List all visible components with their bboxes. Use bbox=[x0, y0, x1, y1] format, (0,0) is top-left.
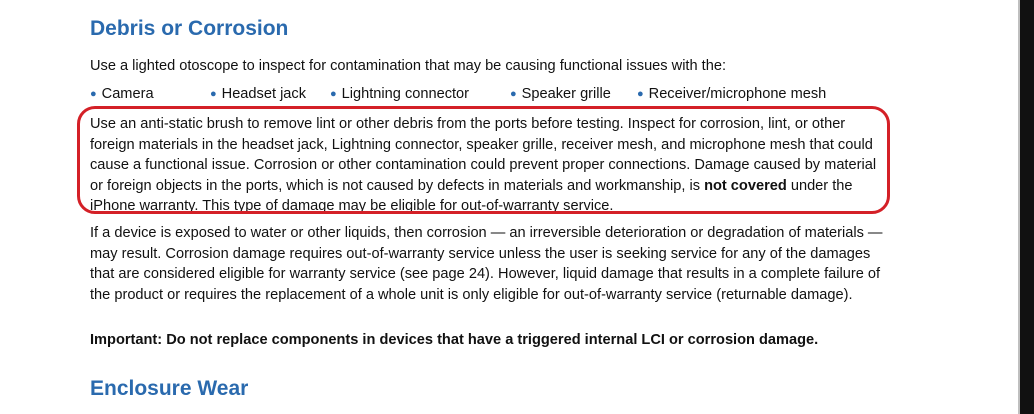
bullet-item bbox=[210, 86, 306, 102]
bullet-item bbox=[637, 86, 826, 102]
bullet-dot-icon: ● bbox=[330, 88, 337, 100]
bullet-dot-icon: ● bbox=[90, 88, 97, 100]
bullet-item bbox=[90, 86, 154, 102]
window-edge bbox=[1018, 0, 1034, 414]
not-covered-emphasis: not covered bbox=[704, 177, 787, 194]
bullet-item bbox=[330, 86, 469, 102]
important-note: Important: Do not replace components in devices that have a triggered internal LCI or corrosion damage. bbox=[90, 332, 819, 348]
bullet-label: Receiver/microphone mesh bbox=[648, 86, 827, 102]
section-heading: Debris or Corrosion bbox=[90, 17, 289, 40]
window-edge-border bbox=[1018, 0, 1020, 414]
brush-text-end: under the iPhone warranty. This type of damage may be eligible for out-of-warranty service. bbox=[90, 177, 853, 214]
next-section-heading: Enclosure Wear bbox=[90, 377, 249, 400]
bullet-label: Lightning connector bbox=[341, 86, 470, 102]
liquid-damage-paragraph: If a device is exposed to water or other liquids, then corrosion — an irreversible deterioration or degradation of materials — may result. Corrosion damage requires out-of-warranty service unless the user is seeking service for any of the damages that are considered eligible for warranty service (see page 24). However, liquid damage that results in a complete failure of the product or requires the replacement of a whole unit is only eligible for out-of-warranty service (returnable damage). bbox=[90, 225, 883, 303]
bullet-dot-icon: ● bbox=[637, 88, 644, 100]
bullet-dot-icon: ● bbox=[210, 88, 217, 100]
intro-text: Use a lighted otoscope to inspect for contamination that may be causing functional issues with the: bbox=[90, 58, 727, 74]
bullet-label: Speaker grille bbox=[521, 86, 611, 102]
bullet-label: Camera bbox=[101, 86, 154, 102]
component-bullet-list bbox=[0, 86, 1000, 106]
brush-text-start: Use an anti-static brush to remove lint or other debris from the ports before testing. Inspect for corrosion, lint, or other foreign materials in the headset jack, Lightning connector, speaker grille, receiver mesh, and microphone mesh that could cause a functional issue. Corrosion or other contamination could prevent proper connections. Damage caused by material or foreign objects in the ports, which is not caused by defects in materials and workmanship, is bbox=[90, 116, 877, 194]
bullet-dot-icon: ● bbox=[510, 88, 517, 100]
bullet-item bbox=[510, 86, 611, 102]
bullet-label: Headset jack bbox=[221, 86, 307, 102]
brush-paragraph bbox=[90, 114, 890, 217]
